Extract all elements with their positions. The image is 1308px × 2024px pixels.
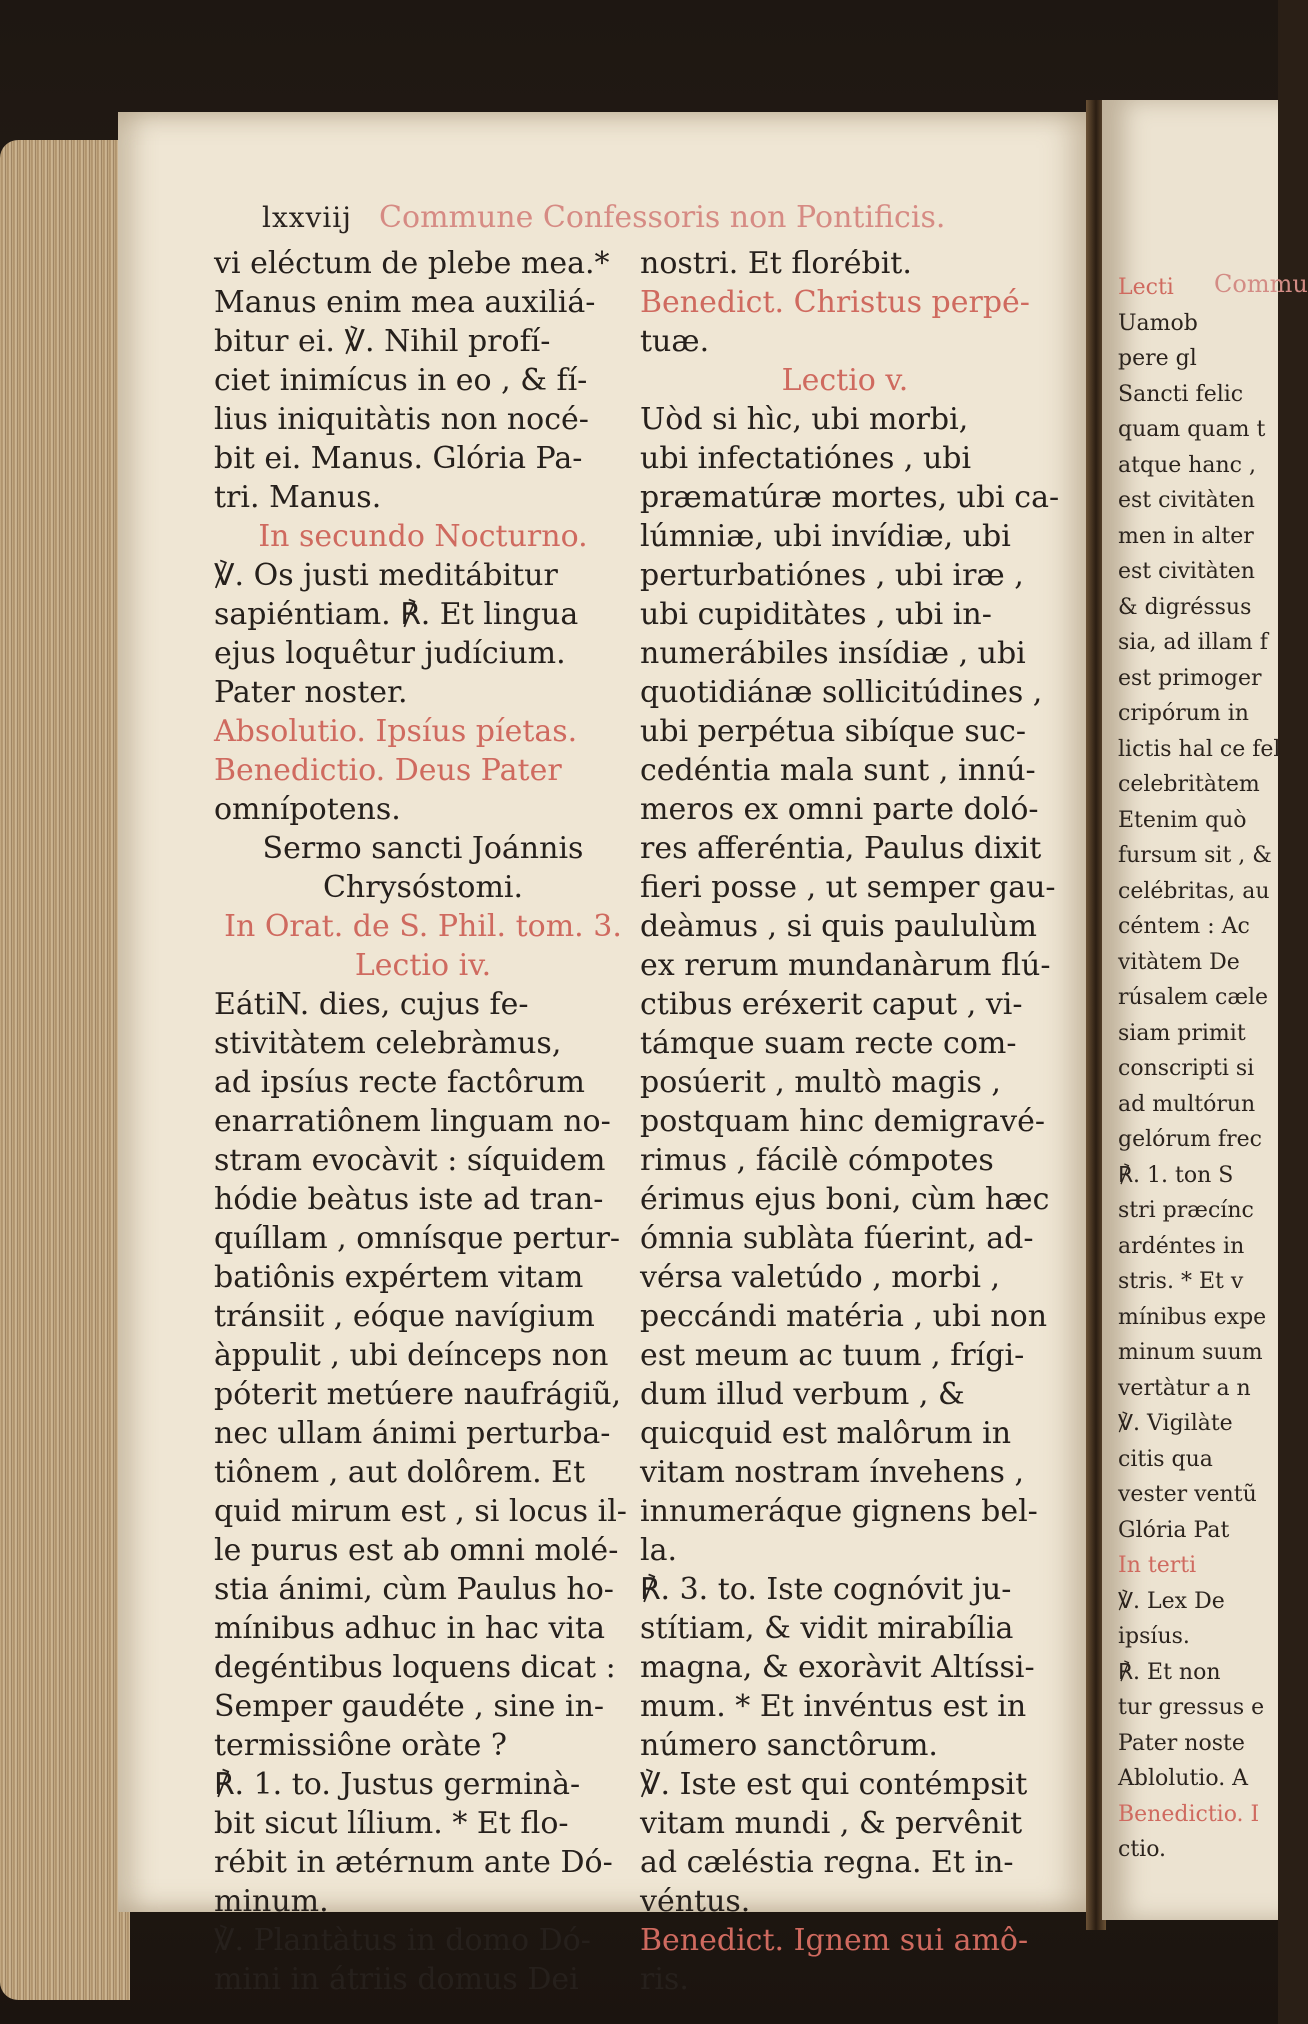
text-line: número sanctôrum. [640,1728,938,1763]
text-line: vitàtem De [1118,949,1240,975]
text-line: quicquid est malôrum in [640,1416,1012,1451]
text-line: Manus enim mea auxiliá- [214,285,596,320]
text-line: peccándi matéria , ubi non [640,1299,1048,1334]
text-line: ad cæléstia regna. Et in- [640,1845,1014,1880]
text-line: EátiN. dies, cujus fe- [214,987,529,1022]
text-line: ubi cupiditàtes , ubi in- [640,597,992,632]
text-line: ctio. [1118,1837,1167,1862]
text-line: ℟. 1. to. Justus germinà- [214,1767,581,1802]
page-header [262,200,1062,248]
text-line: ℟. 3. to. Iste cognóvit ju- [640,1572,1012,1607]
text-line: Semper gaudéte , sine in- [214,1689,605,1724]
text-line: ℣. Vigilàte [1118,1411,1233,1436]
text-line: Lectio v. [781,363,909,398]
text-line: stris. * Et v [1118,1269,1244,1294]
text-line: termissiône oràte ? [214,1728,507,1763]
text-line: vérsa valetúdo , morbi , [640,1260,1001,1295]
text-line: ris. [640,1962,689,1997]
text-line: ad multórun [1118,1091,1256,1117]
text-line: Uòd si hìc, ubi morbi, [640,402,969,437]
text-line: numerábiles insídiæ , ubi [640,636,1026,671]
text-line: érimus ejus boni, cùm hæc [640,1182,1050,1217]
text-line: tiônem , aut dolôrem. Et [214,1455,586,1490]
text-line: cripórum in [1118,701,1249,726]
text-line: perturbatiónes , ubi iræ , [640,558,1024,593]
text-line: men in alter [1118,523,1254,549]
text-line: mínibus adhuc in hac vita [214,1611,605,1646]
text-line: deàmus , si quis paululùm [640,909,1037,944]
text-line: batiônis expértem vitam [214,1260,584,1295]
text-line: est meum ac tuum , frígi- [640,1338,1025,1373]
text-line: le purus est ab omni molé- [214,1533,619,1568]
text-line: innumeráque gignens bel- [640,1494,1038,1529]
text-line: nec ullam ánimi perturba- [214,1416,611,1451]
text-line: ad ipsíus recte factôrum [214,1065,585,1100]
text-line: rébit in ætérnum ante Dó- [214,1845,613,1880]
text-line: ardéntes in [1118,1233,1245,1259]
text-line: quotidiánæ sollicitúdines , [640,675,1043,710]
text-line: ℟. 1. ton S [1118,1162,1234,1188]
text-line: bitur ei. ℣. Nihil profí- [214,324,551,359]
text-line: Absolutio. Ipsíus píetas. [214,714,578,749]
text-line: bit sicut lílium. * Et flo- [214,1806,569,1841]
right-page-text [1118,270,1288,1868]
text-line: quid mirum est , si locus il- [214,1494,627,1529]
text-line: póterit metúere naufrágiũ, [214,1377,622,1412]
text-line: ℣. Plantàtus in domo Dó- [214,1923,591,1958]
right-page-header: Commu [1214,270,1308,298]
text-line: ómnia sublàta fúerint, ad- [640,1221,1034,1256]
text-line: fursum sit , & [1118,843,1272,868]
text-line: Lecti [1118,275,1174,300]
text-line: ℣. Lex De [1118,1588,1225,1614]
text-line: nostri. Et florébit. [640,246,912,281]
text-line: àppulit , ubi deínceps non [214,1338,609,1373]
text-line: sapiéntiam. ℟. Et lingua [214,597,579,632]
text-line: Benedict. Ignem sui amô- [640,1923,1029,1958]
text-line: Pater noste [1118,1730,1245,1756]
text-line: bit ei. Manus. Glória Pa- [214,441,583,476]
text-line: citis qua [1118,1446,1213,1472]
folio-number: lxxviij [262,201,352,234]
middle-text-column [640,244,1060,1999]
text-line: stri præcínc [1118,1198,1254,1223]
text-line: la. [640,1533,678,1568]
text-line: tránsiit , eóque navígium [214,1299,595,1334]
text-line: In secundo Nocturno. [258,519,588,554]
text-line: cedéntia mala sunt , innú- [640,753,1036,788]
text-line: conscripti si [1118,1056,1255,1081]
text-line: céntem : Ac [1118,914,1250,939]
text-line: ciet inimícus in eo , & fí- [214,363,588,398]
text-line: meros ex omni parte doló- [640,792,1039,827]
left-text-column [214,244,632,1999]
text-line: Chrysóstomi. [322,870,524,905]
text-line: ctibus eréxerit caput , vi- [640,987,1023,1022]
text-line: Glória Pat [1118,1517,1230,1543]
text-line: postquam hinc demigravé- [640,1104,1045,1139]
text-line: siam primit [1118,1020,1246,1046]
text-line: dum illud verbum , & [640,1377,965,1412]
text-line: Sancti felic [1118,381,1244,407]
text-line: ℣. Iste est qui contémpsit [640,1767,1028,1802]
text-line: ejus loquêtur judícium. [214,636,566,671]
book-page-edges [0,140,130,2000]
text-line: hódie beàtus iste ad tran- [214,1182,604,1217]
text-line: ipsíus. [1118,1624,1190,1649]
text-line: minum suum [1118,1340,1263,1365]
text-line: pere gl [1118,346,1197,371]
text-line: stivitàtem celebràmus, [214,1026,562,1061]
text-line: præmatúræ mortes, ubi ca- [640,480,1060,515]
text-line: quíllam , omnísque pertur- [214,1221,621,1256]
text-line: magna, & exoràvit Altíssi- [640,1650,1035,1685]
text-line: mínibus expe [1118,1304,1267,1330]
text-line: Lectio iv. [354,948,492,983]
text-line: est civitàten [1118,559,1255,584]
text-line: ex rerum mundanàrum flú- [640,948,1051,983]
text-line: fieri posse , ut semper gau- [640,870,1056,905]
text-line: gelórum frec [1118,1127,1262,1152]
text-line: ubi infectatiónes , ubi [640,441,972,476]
text-line: ℟. Et non [1118,1659,1221,1685]
text-line: est civitàten [1118,488,1255,513]
text-line: tur gressus e [1118,1695,1265,1720]
text-line: Ablolutio. A [1118,1766,1249,1791]
text-line: vester ventũ [1118,1482,1257,1507]
text-line: vi eléctum de plebe mea.* [214,246,610,281]
text-line: tri. Manus. [214,480,382,515]
text-line: atque hanc , [1118,452,1256,478]
text-line: & digréssus [1118,594,1252,620]
text-line: Uamob [1118,310,1198,336]
text-line: celébritas, au [1118,878,1270,904]
text-line: Benedictio. Deus Pater [214,753,562,788]
text-line: lúmniæ, ubi invídiæ, ubi [640,519,1011,554]
text-line: Sermo sancti Joánnis [262,831,584,866]
text-line: mum. * Et invéntus est in [640,1689,1027,1724]
text-line: In Orat. de S. Phil. tom. 3. [224,909,622,944]
text-line: minum. [214,1884,329,1919]
text-line: stram evocàvit : síquidem [214,1143,606,1178]
text-line: ℣. Os justi meditábitur [214,558,558,593]
text-line: vitam nostram ínvehens , [640,1455,1024,1490]
text-line: lictis hal ce fel [1118,736,1281,762]
text-line: mini in átriis domus Dei [214,1962,579,1997]
text-line: stítiam, & vidit mirabília [640,1611,1014,1646]
text-line: omnípotens. [214,792,401,827]
text-line: stia ánimi, cùm Paulus ho- [214,1572,614,1607]
running-title: Commune Confessoris non Pontificis. [379,200,946,235]
text-line: Etenim quò [1118,807,1247,833]
text-line: enarratiônem linguam no- [214,1104,611,1139]
text-line: sia, ad illam f [1118,630,1268,655]
text-line: rúsalem cæle [1118,985,1269,1010]
text-line: celebritàtem [1118,772,1260,797]
text-line: In terti [1118,1553,1197,1578]
right-page [1102,100,1308,1920]
text-line: quam quam t [1118,417,1266,442]
text-line: véntus. [640,1884,751,1919]
text-line: rimus , fácilè cómpotes [640,1143,994,1178]
text-line: ubi perpétua sibíque suc- [640,714,1026,749]
text-line: támque suam recte com- [640,1026,1017,1061]
text-line: Benedictio. I [1118,1801,1260,1827]
text-line: tuæ. [640,324,710,359]
text-line: degéntibus loquens dicat : [214,1650,616,1685]
text-line: Pater noster. [214,675,408,710]
text-line: posúerit , multò magis , [640,1065,1001,1100]
text-line: vertàtur a n [1118,1375,1251,1401]
text-line: Benedict. Christus perpé- [640,285,1030,320]
text-line: lius iniquitàtis non nocé- [214,402,589,437]
text-line: res afferéntia, Paulus dixit [640,831,1042,866]
text-line: vitam mundi , & pervênit [640,1806,1023,1841]
text-line: est primoger [1118,665,1262,691]
